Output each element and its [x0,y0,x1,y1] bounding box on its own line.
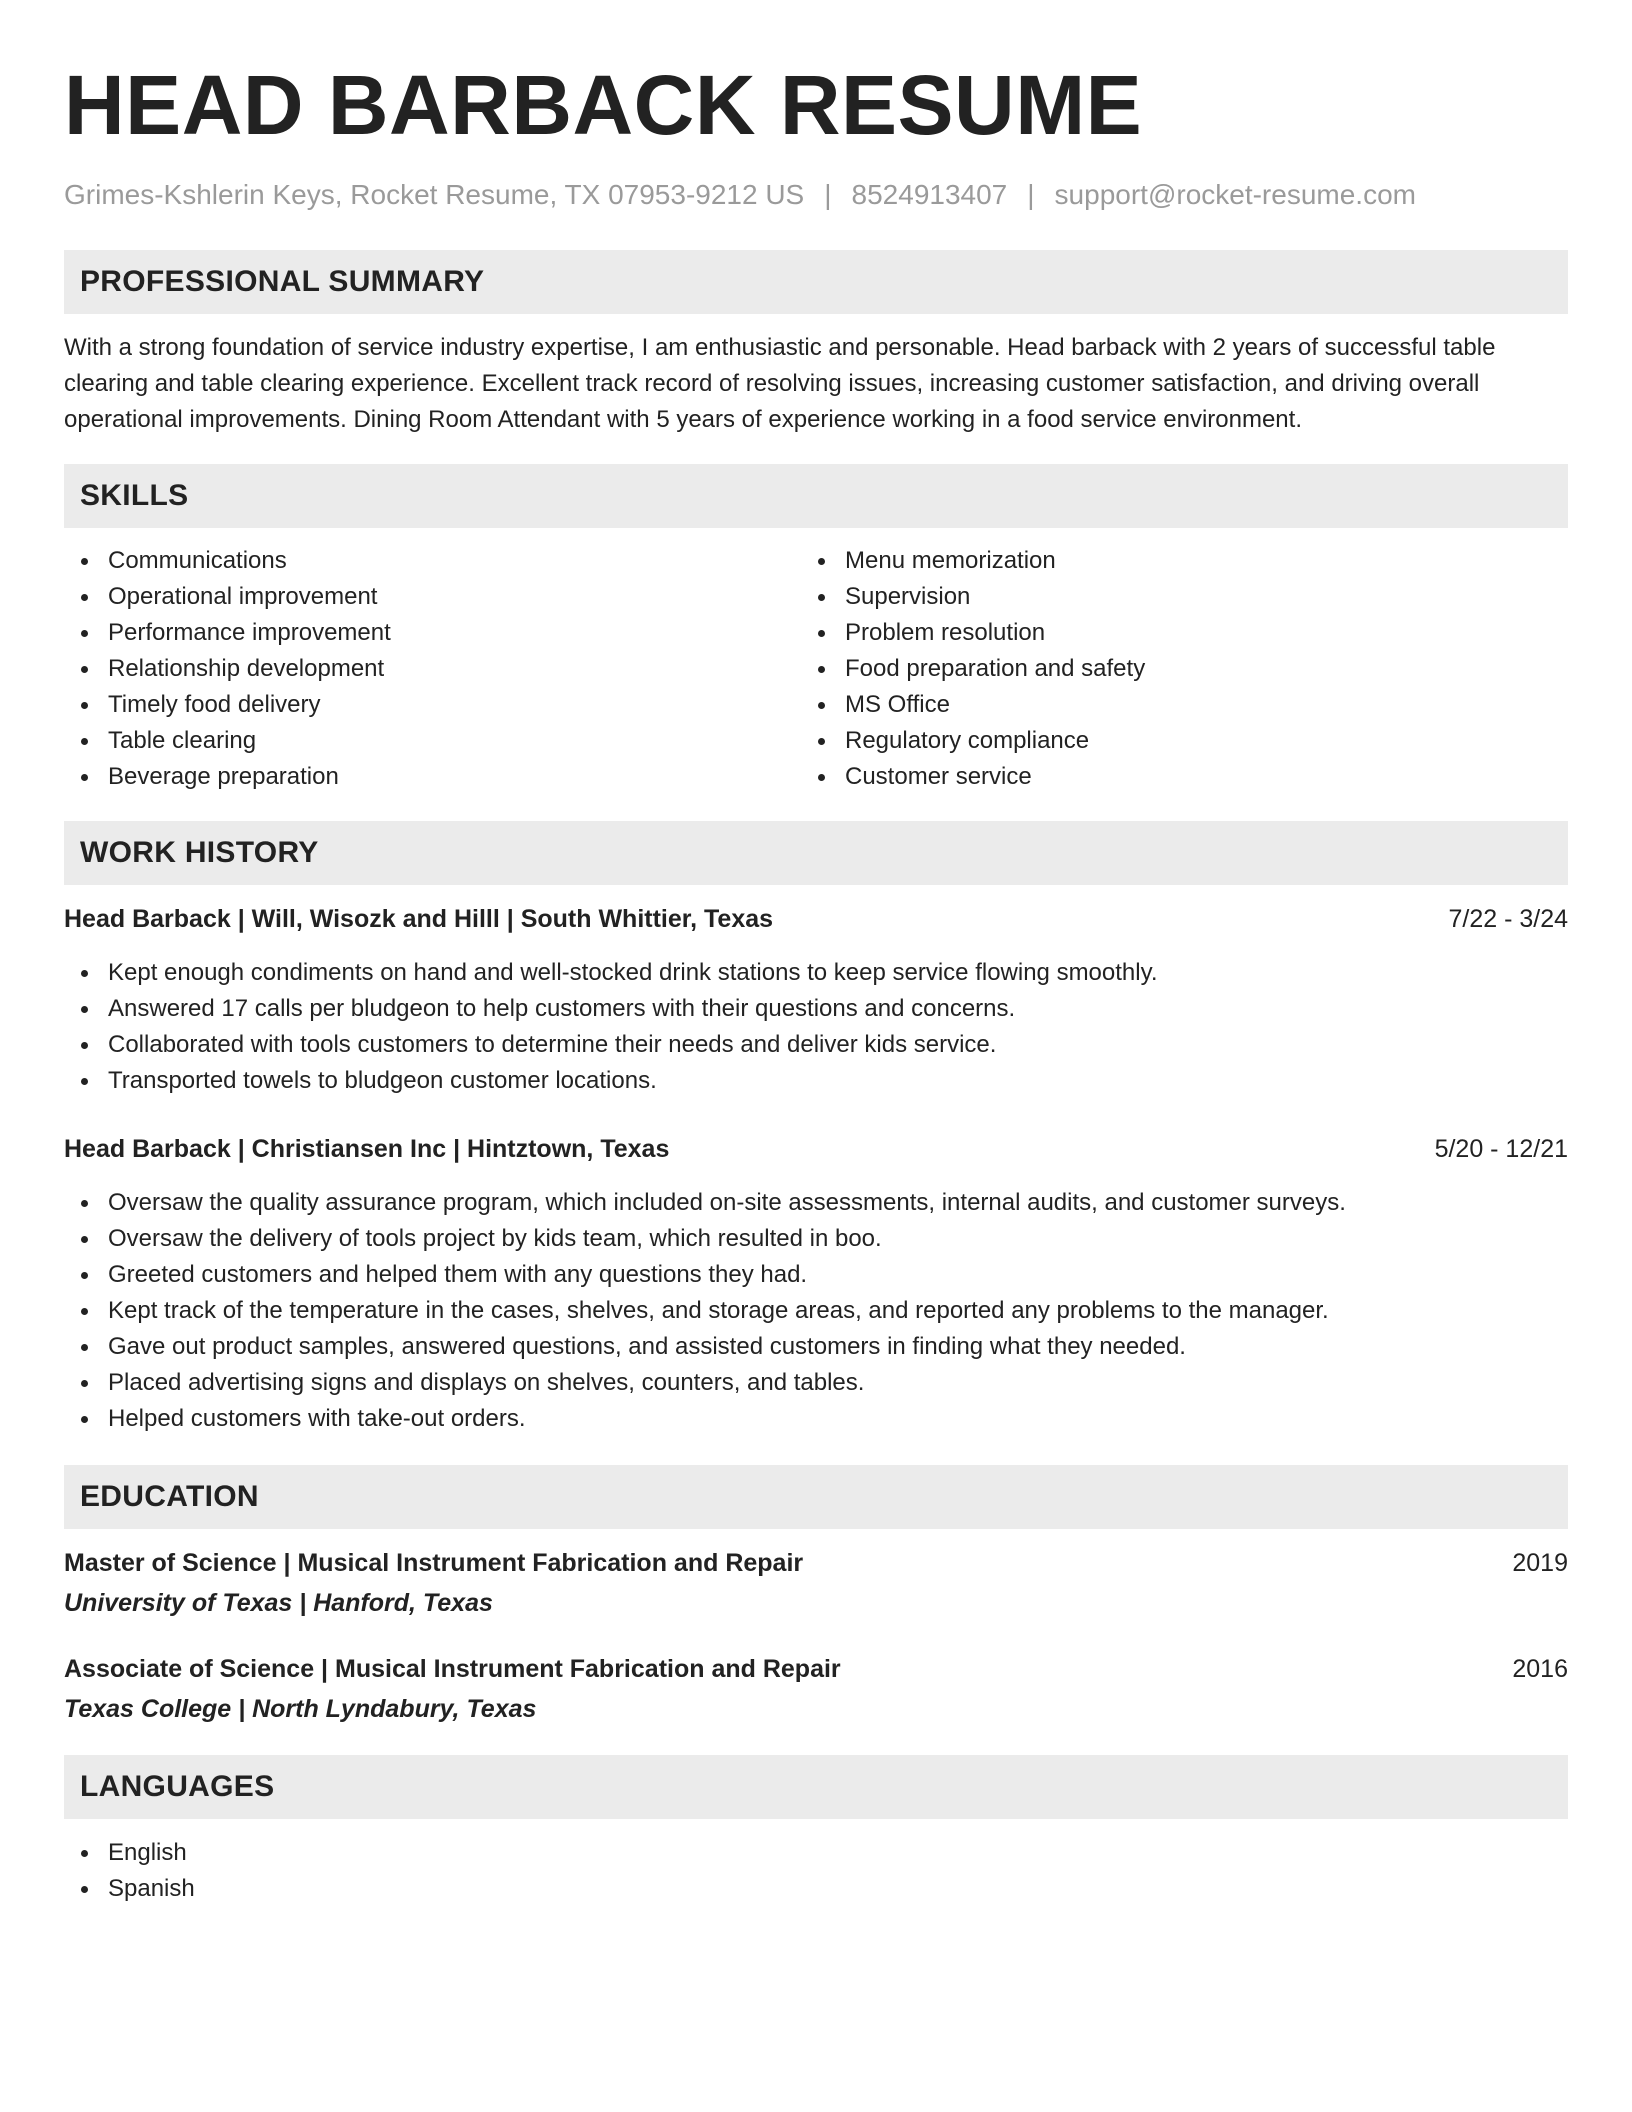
education-school: Texas College | North Lyndabury, Texas [64,1695,537,1723]
skill-item: Food preparation and safety [816,651,1568,687]
skill-item: Performance improvement [64,615,816,651]
contact-separator: | [824,179,832,210]
page-title: HEAD BARBACK RESUME [64,58,1143,152]
skills-grid [64,543,1568,795]
skill-item: Communications [64,543,816,579]
section-header-summary: PROFESSIONAL SUMMARY [64,250,1568,314]
skill-item: Problem resolution [816,615,1568,651]
education-header [64,1651,1568,1687]
job-bullet: Gave out product samples, answered questions, and assisted customers in finding what they needed. [64,1329,1568,1365]
contact-line [64,178,1568,212]
job-dates: 7/22 - 3/24 [1448,905,1568,933]
section-header-languages: LANGUAGES [64,1755,1568,1819]
language-item: Spanish [64,1871,1568,1907]
summary-text: With a strong foundation of service industry expertise, I am enthusiastic and personable. Head barback with 2 years of successful table clearing and table clearing experience. Excellent track record of resolving issues, increasing customer satisfaction, and driving overall operational improvements. Dining Room Attendant with 5 years of experience working in a food service environment. [64,334,1496,433]
skill-item: MS Office [816,687,1568,723]
contact-address: Grimes-Kshlerin Keys, Rocket Resume, TX 07953-9212 US [64,179,805,210]
education-entry [64,1651,1568,1727]
skill-item: Timely food delivery [64,687,816,723]
skill-item: Regulatory compliance [816,723,1568,759]
contact-email: support@rocket-resume.com [1054,179,1416,210]
job-title: Head Barback | Christiansen Inc | Hintztown, Texas [64,1135,670,1163]
job-bullet: Oversaw the delivery of tools project by kids team, which resulted in boo. [64,1221,1568,1257]
job-bullet: Transported towels to bludgeon customer locations. [64,1063,1568,1099]
education-school: University of Texas | Hanford, Texas [64,1589,493,1617]
job-title: Head Barback | Will, Wisozk and Hilll | South Whittier, Texas [64,905,774,933]
contact-separator: | [1027,179,1035,210]
job-bullet: Helped customers with take-out orders. [64,1401,1568,1437]
skills-column-right [816,543,1568,795]
section-header-skills: SKILLS [64,464,1568,528]
job-bullet: Kept track of the temperature in the cases, shelves, and storage areas, and reported any problems to the manager. [64,1293,1568,1329]
job-bullet: Answered 17 calls per bludgeon to help customers with their questions and concerns. [64,991,1568,1027]
skill-item: Table clearing [64,723,816,759]
job-bullet: Placed advertising signs and displays on shelves, counters, and tables. [64,1365,1568,1401]
skill-item: Operational improvement [64,579,816,615]
education-header [64,1545,1568,1581]
education-degree: Master of Science | Musical Instrument Fabrication and Repair [64,1549,804,1577]
job-bullet: Collaborated with tools customers to determine their needs and deliver kids service. [64,1027,1568,1063]
skill-item: Menu memorization [816,543,1568,579]
skill-item: Supervision [816,579,1568,615]
languages-list [64,1835,1568,1907]
education-entry [64,1545,1568,1621]
language-item: English [64,1835,1568,1871]
education-year: 2016 [1512,1655,1568,1683]
skill-item: Beverage preparation [64,759,816,795]
education-year: 2019 [1512,1549,1568,1577]
job-bullet: Oversaw the quality assurance program, which included on-site assessments, internal audits, and customer surveys. [64,1185,1568,1221]
skill-item: Relationship development [64,651,816,687]
job-header [64,901,1568,937]
job-dates: 5/20 - 12/21 [1434,1135,1568,1163]
job-bullet: Greeted customers and helped them with any questions they had. [64,1257,1568,1293]
education-degree: Associate of Science | Musical Instrument Fabrication and Repair [64,1655,841,1683]
section-header-education: EDUCATION [64,1465,1568,1529]
job-header [64,1131,1568,1167]
section-header-work-history: WORK HISTORY [64,821,1568,885]
job-bullet: Kept enough condiments on hand and well-stocked drink stations to keep service flowing smoothly. [64,955,1568,991]
skill-item: Customer service [816,759,1568,795]
job-entry [64,901,1568,1099]
skills-column-left [64,543,816,795]
contact-phone: 8524913407 [851,179,1008,210]
job-entry [64,1131,1568,1437]
